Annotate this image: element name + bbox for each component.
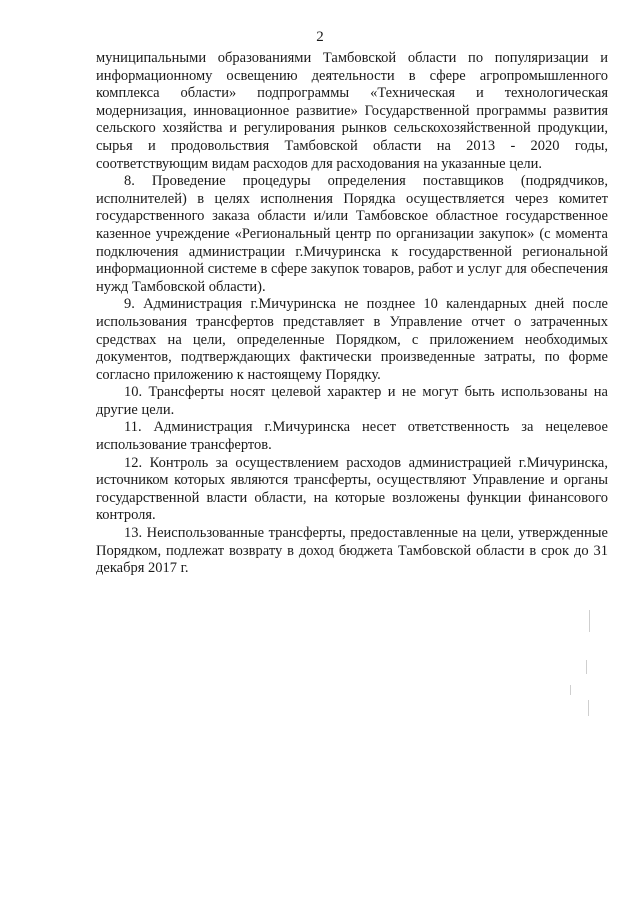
scan-artifact-line	[586, 660, 587, 674]
paragraph-item-9: 9. Администрация г.Мичуринска не позднее 10 календарных дней после использования трансфертов представляет в Управление отчет о затраченных средствах на цели, определенные Порядком, с приложением необходимых документов, подтверждающих фактически произведенные затраты, по форме согласно приложению к настоящему Порядку.	[96, 296, 608, 383]
scan-artifact-line	[589, 610, 590, 632]
paragraph-item-8: 8. Проведение процедуры определения поставщиков (подрядчиков, исполнителей) в целях исполнения Порядка осуществляется через комитет государственного заказа области и/или Тамбовское областное государственное казенное учреждение «Региональный центр по организации закупок» (с момента подключения администрации г.Мичуринска к государственной региональной информационной системе в сфере закупок товаров, работ и услуг для обеспечения нужд Тамбовской области).	[96, 173, 608, 295]
page-number: 2	[316, 29, 324, 45]
scan-artifact-line	[570, 685, 571, 695]
paragraph-item-11: 11. Администрация г.Мичуринска несет ответственность за нецелевое использование трансфертов.	[96, 419, 608, 454]
paragraph-item-10: 10. Трансферты носят целевой характер и не могут быть использованы на другие цели.	[96, 384, 608, 418]
paragraph-item-13: 13. Неиспользованные трансферты, предоставленные на цели, утвержденные Порядком, подлежат возврату в доход бюджета Тамбовской области в срок до 31 декабря 2017 г.	[96, 525, 608, 577]
scan-artifact-line	[588, 700, 589, 716]
paragraph-item-12: 12. Контроль за осуществлением расходов администрацией г.Мичуринска, источником которых являются трансферты, осуществляют Управление и органы государственной власти области, на которые возложены функции финансового контроля.	[96, 454, 608, 524]
paragraph-continuation: муниципальными образованиями Тамбовской области по популяризации и информационному освещению деятельности в сфере агропромышленного комплекса области» подпрограммы «Техническая и технологическая модернизация, инновационное развитие» Государственной программы развития сельского хозяйства и регулирования рынков сельскохозяйственной продукции, сырья и продовольствия Тамбовской области на 2013 - 2020 годы, соответствующим видам расходов для расходования на указанные цели.	[96, 50, 608, 172]
document-body	[96, 50, 608, 578]
